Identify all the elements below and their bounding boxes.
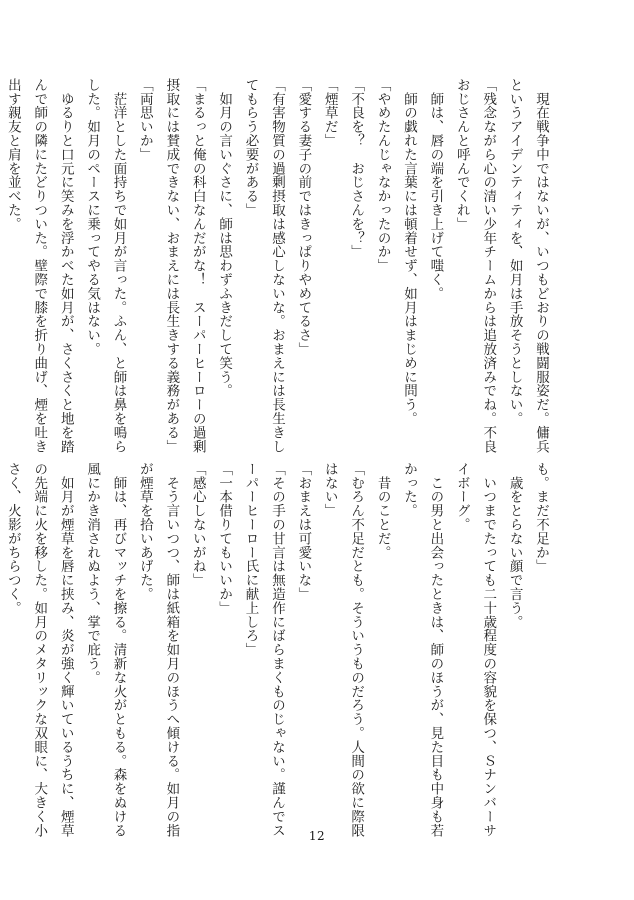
- text-line: 摂取には賛成できない、おまえには長生きする義務がある」: [163, 78, 180, 454]
- text-line: この男と出会ったときは、師のほうが、見た目も中身も若: [427, 462, 444, 838]
- text-line: 「やめたんじゃなかったのか」: [374, 78, 391, 273]
- text-line: かった。: [400, 462, 417, 518]
- text-line: てもらう必要がある」: [242, 78, 259, 217]
- text-line: さく、火影がちらつく。: [4, 462, 21, 615]
- text-line: 「不良を？ おじさんを？」: [348, 78, 365, 259]
- text-line: 「両思いか」: [136, 78, 153, 162]
- text-line: はない」: [321, 462, 338, 518]
- text-line: おじさんと呼んでくれ」: [453, 78, 470, 231]
- text-line: 「有害物質の過剰摂取は感心しないな。おまえには長生きし: [268, 78, 285, 454]
- text-line: の先端に火を移した。如月のメタリックな双眼に、大きく小: [31, 462, 48, 838]
- text-line: 如月が煙草を唇に挟み、炎が強く輝いているうちに、煙草: [57, 462, 74, 838]
- upper-text-block: [4, 78, 554, 454]
- text-line: 歳をとらない顔で言う。: [506, 462, 523, 629]
- text-line: 師の戯れた言葉には頓着せず、如月はまじめに問う。: [400, 78, 417, 426]
- text-line: 風にかき消されぬよう、掌で庇う。: [84, 462, 101, 685]
- text-line: 昔のことだ。: [374, 462, 391, 560]
- text-line: というアイデンティティを、如月は手放そうとしない。: [506, 78, 523, 426]
- text-line: 「おまえは可愛いな」: [295, 462, 312, 601]
- text-line: も。まだ不足か」: [533, 462, 549, 574]
- text-line: 「残念ながら心の清い少年チームからは追放済みでね。不良: [480, 78, 497, 454]
- text-line: が煙草を拾いあげた。: [136, 462, 153, 601]
- text-line: 「感心しないがね」: [189, 462, 206, 588]
- text-line: 「愛する妻子の前ではきっぱりやめてるさ」: [295, 78, 312, 356]
- text-line: 「その手の甘言は無造作にばらまくものじゃない。謹んでス: [268, 462, 285, 838]
- text-line: 師は、再びマッチを擦る。清新な火がともる。森をぬける: [110, 462, 127, 838]
- text-line: 茫洋とした面持ちで如月が言った。ふん、と師は鼻を鳴ら: [110, 78, 127, 454]
- text-line: 如月の言いぐさに、師は思わずふきだして笑う。: [216, 78, 233, 398]
- text-line: 師は、唇の端を引き上げて嗤く。: [427, 78, 444, 301]
- text-line: 出す親友と肩を並べた。: [4, 78, 21, 231]
- text-line: そう言いつつ、師は紙箱を如月のほうへ傾ける。如月の指: [163, 462, 180, 838]
- text-line: ゆるりと口元に笑みを浮かべた如月が、さくさくと地を踏: [57, 78, 74, 454]
- text-line: んで師の隣にたどりついた。壁際で膝を折り曲げ、煙を吐き: [31, 78, 48, 454]
- text-line: 「むろん不足だとも。そういうものだろう。人間の欲に際限: [348, 462, 365, 838]
- text-line: ーパーヒーロー氏に献上しろ」: [242, 462, 259, 657]
- text-line: 「煙草だ」: [321, 78, 338, 148]
- text-line: 「まるっと俺の科白なんだがな！ スーパーヒーローの過剰: [189, 78, 206, 454]
- text-line: した。如月のペースに乗ってやる気はない。: [84, 78, 101, 356]
- text-line: イボーグ。: [453, 462, 470, 532]
- text-line: 「一本借りてもいいか」: [216, 462, 233, 615]
- page-number: 12: [308, 829, 326, 843]
- text-line: 現在戦争中ではないが、いつもどおりの戦闘服姿だ。傭兵: [533, 78, 549, 454]
- text-line: いつまでたっても二十歳程度の容貌を保つ、Ｓナンバーサ: [480, 462, 497, 838]
